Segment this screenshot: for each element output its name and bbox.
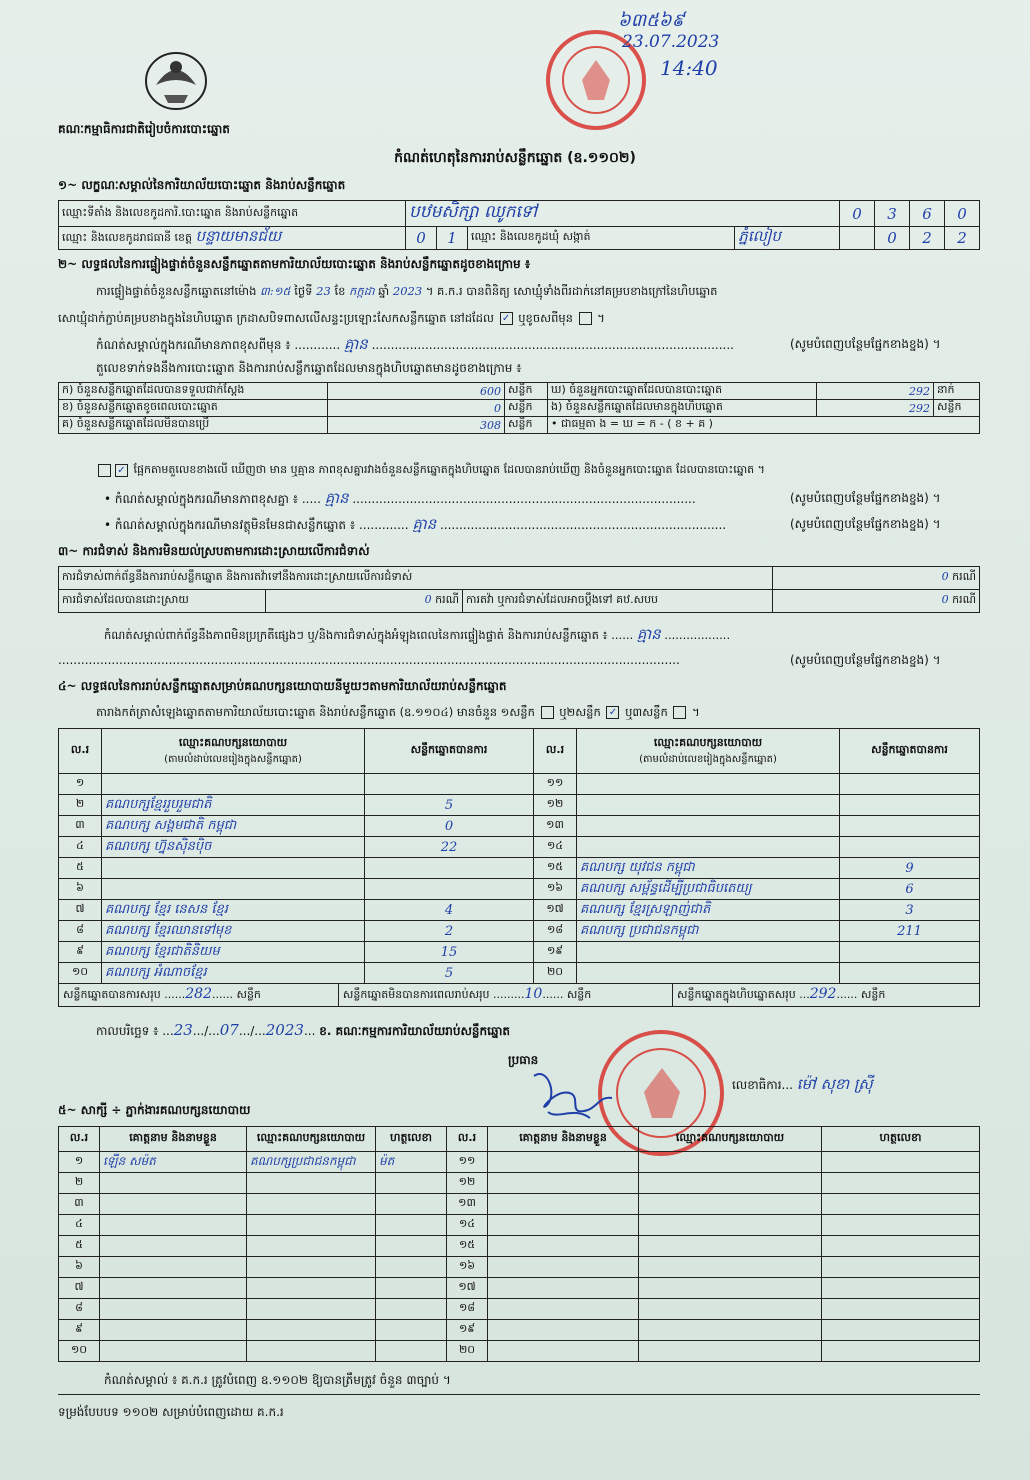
witness-name	[100, 1257, 247, 1278]
witness-name	[100, 1299, 247, 1320]
objections-value: 0	[941, 570, 949, 583]
unused-label: គ) ចំនួនសន្លឹកឆ្នោតដែលមិនបានប្រើ	[59, 417, 328, 434]
party-name: គណបក្ស អំណាចខ្មែរ	[102, 963, 365, 984]
chair-signature	[528, 1066, 618, 1122]
appeal-label: ការតវ៉ា ឬការជំទាស់ដែលអាចប្ដឹងទៅ គឋ.សបប	[463, 590, 773, 613]
figures-intro: តួលេខទាក់ទងនឹងការបោះឆ្នោត និងការរាប់សន្លឹកឆ្នោតដែលមានក្នុងហិបឆ្នោតមានដូចខាងក្រោម ៖	[96, 361, 522, 375]
code-digit: 6	[910, 201, 945, 227]
table-row	[59, 1278, 980, 1299]
row-number: ១	[59, 774, 102, 795]
party-name	[577, 837, 840, 858]
party-votes: 6	[840, 879, 980, 900]
row-number: ១៤	[447, 1215, 488, 1236]
commune-value: ភ្នំលៀប	[735, 227, 840, 250]
secretary-name: ម៉ៅ សុខា ស្រ៊ី	[796, 1075, 873, 1093]
objections-table: ការជំទាស់ពាក់ព័ន្ធនឹងការរាប់សន្លឹកឆ្នោត និងការតវ៉ាទៅនឹងការដោះស្រាយលើការជំទាស់ 0 ករណី ការជំទាស់ដែលបានដោះស្រាយ 0 ករណី ការតវ៉ា ឬការជំទាស់ដែលអាចប្ដឹងទៅ គឋ.សបប 0 ករណី	[58, 566, 980, 613]
formula: • ជាធម្មតា ង = ឃ = ក - ( ខ + គ )	[548, 417, 980, 434]
witness-name	[488, 1194, 639, 1215]
witness-party	[247, 1257, 376, 1278]
section4-heading: ៤~ លទ្ធផលនៃការរាប់សន្លឹកឆ្នោតសម្រាប់គណបក្សនយោបាយនីមួយៗតាមការិយាល័យរាប់សន្លឹកឆ្នោត	[58, 679, 507, 693]
row-number: ២០	[447, 1341, 488, 1362]
witness-name	[488, 1236, 639, 1257]
party-name: គណបក្សខ្មែររួបរួមជាតិ	[102, 795, 365, 816]
total-invalid-cell: សន្លឹកឆ្នោតមិនបានការពេលរាប់សរុប .........10...... សន្លឹក	[339, 984, 673, 1006]
party-name: គណបក្ស សង្គមជាតិ កម្ពុជា	[102, 816, 365, 837]
witness-name	[488, 1215, 639, 1236]
ballots-box-value: 292	[817, 400, 934, 417]
witness-name	[100, 1278, 247, 1299]
party-votes	[840, 963, 980, 984]
table-row	[59, 795, 980, 816]
emblem-logo	[138, 45, 214, 113]
witness-signature: ម៉ត	[376, 1152, 447, 1173]
none-checkbox[interactable]: ✓	[115, 464, 128, 477]
party-name: គណបក្ស ហ្វ៊ុនស៊ិនប៉ិច	[102, 837, 365, 858]
witness-signature	[376, 1215, 447, 1236]
row-number: ៨	[59, 921, 102, 942]
witness-signature	[376, 1236, 447, 1257]
party-name: គណបក្ស សម្ព័ន្ធដើម្បីប្រជាធិបតេយ្យ	[577, 879, 840, 900]
row-number: ១៣	[447, 1194, 488, 1215]
table-row	[59, 1257, 980, 1278]
table-row	[59, 921, 980, 942]
witness-party	[247, 1194, 376, 1215]
table-row	[59, 1215, 980, 1236]
row-number: ១៧	[534, 900, 577, 921]
footnote: កំណត់សម្គាល់ ៖ គ.ក.រ ត្រូវបំពេញ ឧ.១១០២ ឱ្យបានត្រឹមត្រូវ ចំនួន ៣ច្បាប់ ។	[104, 1373, 451, 1387]
code-digit: 2	[945, 227, 980, 250]
fill-hint: (សូមបំពេញបន្ថែមផ្នែកខាងខ្នង) ។	[790, 491, 941, 505]
check-line: ✓ ផ្អែកតាមតួលេខខាងលើ ឃើញថា មាន ឬគ្មាន ភាពខុសគ្នារវាងចំនួនសន្លឹកឆ្នោតក្នុងហិបឆ្នោត ដែលបានរាប់ឃើញ និងចំនួនអ្នកបោះឆ្នោត ដែលបានបោះឆ្នោត ។	[96, 462, 765, 478]
witness-name	[488, 1341, 639, 1362]
voters-value: 292	[817, 383, 934, 400]
row-number: ១៩	[534, 942, 577, 963]
party-votes	[840, 837, 980, 858]
received-label: ក) ចំនួនសន្លឹកឆ្នោតដែលបានទទួលជាក់ស្ដែង	[59, 383, 328, 400]
witness-signature	[376, 1320, 447, 1341]
witness-signature	[822, 1341, 980, 1362]
table-row	[59, 774, 980, 795]
row-number: ១៥	[447, 1236, 488, 1257]
footer-divider	[58, 1394, 980, 1395]
total-invalid: 10	[524, 986, 543, 1002]
party-name	[577, 942, 840, 963]
secretary-line: លេខាធិការ... ម៉ៅ សុខា ស្រ៊ី	[732, 1075, 873, 1093]
party-votes: 5	[365, 963, 534, 984]
witness-party	[247, 1299, 376, 1320]
witness-signature	[376, 1194, 447, 1215]
row-number: ៤	[59, 837, 102, 858]
province-value: បន្ទាយមានជ័យ	[195, 227, 282, 245]
party-votes: 15	[365, 942, 534, 963]
witness-signature	[822, 1299, 980, 1320]
row-number: ១២	[447, 1173, 488, 1194]
witness-name	[488, 1257, 639, 1278]
has-checkbox[interactable]	[98, 464, 111, 477]
party-name	[577, 774, 840, 795]
verify-day: 23	[316, 284, 331, 298]
witness-party	[639, 1320, 822, 1341]
party-name	[577, 816, 840, 837]
date-line: កាលបរិច្ឆេទ ៖ ...23.../...07.../...2023... ខ. គណៈកម្មការការិយាល័យរាប់សន្លឹកឆ្នោត	[96, 1021, 511, 1039]
section2-heading: ២~ លទ្ធផលនៃការផ្ទៀងផ្ទាត់ចំនួនសន្លឹកឆ្នោតតាមការិយាល័យបោះឆ្នោត និងរាប់សន្លឹកឆ្នោតដូចខាងក្រោម ៖	[58, 257, 531, 271]
figures-table: ក) ចំនួនសន្លឹកឆ្នោតដែលបានទទួលជាក់ស្ដែង 600 សន្លឹក ឃ) ចំនួនអ្នកបោះឆ្នោតដែលបានបោះឆ្នោត 292 នាក់ ខ) ចំនួនសន្លឹកឆ្នោតខូចពេលបោះឆ្នោត 0 សន្លឹក ង) ចំនួនសន្លឹកឆ្នោតដែលមានក្នុងហិបឆ្នោត 292 សន្លឹក គ) ចំនួនសន្លឹកឆ្នោតដែលមិនបានប្រើ 308 សន្លឹក • ជាធម្មតា ង = ឃ = ក - ( ខ + គ )	[58, 382, 980, 434]
same-checkbox[interactable]: ✓	[500, 312, 513, 325]
row-number: ១៦	[447, 1257, 488, 1278]
table-row	[59, 1299, 980, 1320]
row-number: ២	[59, 795, 102, 816]
spoiled-value: 0	[328, 400, 505, 417]
witness-party	[639, 1341, 822, 1362]
witness-signature	[376, 1173, 447, 1194]
witness-signature	[376, 1299, 447, 1320]
table-row	[59, 816, 980, 837]
row-number: ៣	[59, 816, 102, 837]
party-votes: 0	[365, 816, 534, 837]
witness-party	[639, 1257, 822, 1278]
witness-party	[247, 1320, 376, 1341]
spoiled-label: ខ) ចំនួនសន្លឹកឆ្នោតខូចពេលបោះឆ្នោត	[59, 400, 328, 417]
voters-label: ឃ) ចំនួនអ្នកបោះឆ្នោតដែលបានបោះឆ្នោត	[548, 383, 817, 400]
section5-heading: ៥~ សាក្សី ÷ ភ្នាក់ងារគណបក្សនយោបាយ	[58, 1103, 251, 1117]
witness-party	[247, 1173, 376, 1194]
sheets-line: តារាងកត់ត្រាសំឡេងឆ្នោតតាមការិយាល័យបោះឆ្នោត និងរាប់សន្លឹកឆ្នោត (ឧ.១១០៤) មានចំនួន ១សន្លឹក ឬ២សន្លឹក ✓ ឬ៣សន្លឹក ។	[96, 705, 700, 719]
total-valid-cell: សន្លឹកឆ្នោតបានការសរុប ......282...... សន្លឹក	[59, 984, 339, 1006]
witness-party	[247, 1341, 376, 1362]
party-votes: 3	[840, 900, 980, 921]
party-votes	[365, 858, 534, 879]
party-name: គណបក្ស ខ្មែរជាតិនិយម	[102, 942, 365, 963]
witness-party	[247, 1278, 376, 1299]
party-votes	[840, 774, 980, 795]
code-digit: 3	[875, 201, 910, 227]
witness-party	[639, 1173, 822, 1194]
row-number: ៣	[59, 1194, 100, 1215]
table-row	[59, 1152, 980, 1173]
witness-signature	[822, 1152, 980, 1173]
commune-label: ឈ្មោះ និងលេខកូដឃុំ សង្កាត់	[468, 227, 735, 250]
witness-name	[488, 1299, 639, 1320]
form-note: ទម្រង់បែបបទ ១១០២ សម្រាប់បំពេញដោយ គ.ក.រ	[58, 1405, 284, 1419]
stamp-number: ៦៣៥៦៩	[618, 10, 685, 31]
witness-name	[488, 1152, 639, 1173]
section1-heading: ១~ លក្ខណៈសម្គាល់នៃការិយាល័យបោះឆ្នោត និងរាប់សន្លឹកឆ្នោត	[58, 178, 346, 192]
verify-time: ៣:១៥	[260, 284, 291, 298]
total-box: 292	[809, 986, 837, 1002]
code-digit: 1	[437, 227, 468, 250]
witness-signature	[376, 1341, 447, 1362]
witness-name	[100, 1215, 247, 1236]
party-name: គណបក្ស យុវជន កម្ពុជា	[577, 858, 840, 879]
total-box-cell: សន្លឹកឆ្នោតក្នុងហិបឆ្នោតសរុប ...292...... សន្លឹក	[677, 986, 886, 1002]
received-value: 600	[328, 383, 505, 400]
witness-name	[100, 1320, 247, 1341]
committee-name: គណៈកម្មាធិការជាតិរៀបចំការបោះឆ្នោត	[58, 122, 230, 136]
verify-month: កក្កដា	[349, 284, 375, 298]
stamp-time: 14:40	[660, 56, 718, 80]
party-votes	[840, 942, 980, 963]
witness-name	[100, 1194, 247, 1215]
row-number: ១៧	[447, 1278, 488, 1299]
witness-name	[488, 1278, 639, 1299]
row-number: ៨	[59, 1299, 100, 1320]
row-number: ៥	[59, 858, 102, 879]
party-name: គណបក្ស ខ្មែរ នេសន ខ្មែរ	[102, 900, 365, 921]
witness-party: គណបក្សប្រជាជនកម្ពុជា	[247, 1152, 376, 1173]
resolved-label: ការជំទាស់ដែលបានដោះស្រាយ	[59, 590, 266, 613]
appeal-value: 0	[941, 593, 949, 606]
location-label: ឈ្មោះទីតាំង និងលេខកូដការិ.បោះឆ្នោត និងរាប់សន្លឹកឆ្នោត	[59, 201, 406, 227]
table-row	[59, 858, 980, 879]
three-sheets-checkbox[interactable]	[673, 706, 686, 719]
witness-signature	[822, 1194, 980, 1215]
fill-hint: (សូមបំពេញបន្ថែមផ្នែកខាងខ្នង) ។	[790, 517, 941, 531]
party-votes: 211	[840, 921, 980, 942]
row-number: ១៥	[534, 858, 577, 879]
table-row	[59, 1194, 980, 1215]
row-number: ១២	[534, 795, 577, 816]
witness-name	[488, 1173, 639, 1194]
row-number: ២០	[534, 963, 577, 984]
table-row	[59, 879, 980, 900]
party-votes: 2	[365, 921, 534, 942]
witness-party	[639, 1236, 822, 1257]
party-name	[577, 795, 840, 816]
witness-name	[100, 1236, 247, 1257]
witness-name: ឡើន សម៉ត	[100, 1152, 247, 1173]
party-votes	[365, 774, 534, 795]
party-votes	[840, 816, 980, 837]
chair-label: ប្រធាន	[508, 1053, 539, 1067]
witness-party	[247, 1215, 376, 1236]
irregularity-dots: ...................................................................................................................................................................	[58, 653, 680, 667]
code-digit: 0	[875, 227, 910, 250]
table-row	[59, 900, 980, 921]
table-row	[59, 1236, 980, 1257]
damaged-checkbox[interactable]	[579, 312, 592, 325]
party-votes	[365, 879, 534, 900]
unused-value: 308	[328, 417, 505, 434]
table-row	[59, 1320, 980, 1341]
code-digit: 0	[406, 227, 437, 250]
party-votes: 5	[365, 795, 534, 816]
foreign-object-note: • កំណត់សម្គាល់ក្នុងករណីមានវត្ថុមិនមែនជាសន្លឹកឆ្នោត ៖ ............. គ្មាន ...........................................................................	[104, 515, 727, 533]
difference-note: • កំណត់សម្គាល់ក្នុងករណីមានភាពខុសគ្នា ៖ ..... គ្មាន ..........................................................................................	[104, 489, 696, 507]
location-value: បឋមសិក្សា ឈូកទៅ	[406, 201, 840, 227]
section3-heading: ៣~ ការជំទាស់ និងការមិនយល់ស្របតាមការដោះស្រាយលើការជំទាស់	[58, 544, 370, 558]
witness-party	[247, 1236, 376, 1257]
table-row	[59, 963, 980, 984]
fill-hint: (សូមបំពេញបន្ថែមផ្នែកខាងខ្នង) ។	[790, 337, 941, 351]
witness-name	[100, 1173, 247, 1194]
row-number: ១៨	[534, 921, 577, 942]
party-name	[102, 858, 365, 879]
resolved-value: 0	[424, 593, 432, 606]
witness-party	[639, 1215, 822, 1236]
row-number: ៩	[59, 1320, 100, 1341]
witness-party	[639, 1278, 822, 1299]
party-votes: 9	[840, 858, 980, 879]
row-number: ៥	[59, 1236, 100, 1257]
row-number: ១៣	[534, 816, 577, 837]
document-title: កំណត់ហេតុនៃការរាប់សន្លឹកឆ្នោត (ឧ.១១០២)	[394, 150, 636, 166]
table-row	[59, 837, 980, 858]
table-row	[59, 1173, 980, 1194]
verify-year: 2023	[392, 284, 423, 298]
objections-label: ការជំទាស់ពាក់ព័ន្ធនឹងការរាប់សន្លឹកឆ្នោត និងការតវ៉ាទៅនឹងការដោះស្រាយលើការជំទាស់	[59, 567, 773, 590]
row-number: ១៨	[447, 1299, 488, 1320]
location-table	[58, 200, 980, 250]
irregularity-note: កំណត់សម្គាល់ពាក់ព័ន្ធនឹងភាពមិនប្រក្រតីផ្សេងៗ ឬ/និងការជំទាស់ក្នុងអំឡុងពេលនៃការផ្ទៀងផ្ទាត់ និងការរាប់សន្លឹកឆ្នោត ៖ ...... គ្មាន ..................	[104, 625, 731, 643]
row-number: ៦	[59, 879, 102, 900]
fill-hint: (សូមបំពេញបន្ថែមផ្នែកខាងខ្នង) ។	[790, 653, 941, 667]
witness-signature	[822, 1320, 980, 1341]
party-votes	[840, 795, 980, 816]
note-line: កំណត់សម្គាល់ក្នុងករណីមានភាពខុសពីមុន ៖ ............ គ្មាន ...............................................................................................	[96, 335, 734, 353]
one-sheet-checkbox[interactable]	[541, 706, 554, 719]
row-number: ១០	[59, 1341, 100, 1362]
party-name: គណបក្ស ខ្មែរស្រឡាញ់ជាតិ	[577, 900, 840, 921]
witness-party	[639, 1194, 822, 1215]
row-number: ៩	[59, 942, 102, 963]
witness-signature	[822, 1215, 980, 1236]
ballots-box-label: ង) ចំនួនសន្លឹកឆ្នោតដែលមានក្នុងហិបឆ្នោត	[548, 400, 817, 417]
row-number: ៤	[59, 1215, 100, 1236]
party-name	[102, 879, 365, 900]
witness-table: ល.រ គោត្តនាម និងនាមខ្លួន ឈ្មោះគណបក្សនយោបាយ ហត្ថលេខា ល.រ គោត្តនាម និងនាមខ្លួន ឈ្មោះគណបក្សនយោបាយ ហត្ថលេខា ១ ឡើន សម៉ត គណបក្សប្រជាជនកម្ពុជា ម៉ត ១១ ២ ១២ ៣ ១៣ ៤ ១៤ ៥ ១៥ ៦ ១៦ ៧ ១៧ ៨ ១៨ ៩ ១៩ ១០ ២០	[58, 1126, 980, 1362]
code-digit: 2	[910, 227, 945, 250]
seal-line: សោឃ្មុំដាក់ភ្ជាប់គម្របខាងក្នុងនៃហិបឆ្នោត ក្រដាសបិទពាសលើសន្ទះប្រឡោះសែកសន្លឹកឆ្នោត នៅដដែល ✓ ឬខូចសពីមុន ។	[58, 311, 605, 325]
code-digit: 0	[840, 201, 875, 227]
row-number: ១	[59, 1152, 100, 1173]
witness-signature	[376, 1278, 447, 1299]
two-sheets-checkbox[interactable]: ✓	[606, 706, 619, 719]
total-valid: 282	[185, 986, 212, 1002]
row-number: ១០	[59, 963, 102, 984]
witness-signature	[822, 1257, 980, 1278]
party-votes: 4	[365, 900, 534, 921]
results-table: ល.រ ឈ្មោះគណបក្សនយោបាយ (តាមលំដាប់លេខរៀងក្នុងសន្លឹកឆ្នោត) សន្លឹកឆ្នោតបានការ ល.រ ឈ្មោះគណបក្សនយោបាយ (តាមលំដាប់លេខរៀងក្នុងសន្លឹកឆ្នោត) សន្លឹកឆ្នោតបានការ ១ ១១ ២ គណបក្សខ្មែររួបរួមជាតិ 5 ១២ ៣ គណបក្ស សង្គមជាតិ កម្ពុជា 0 ១៣ ៤ គណបក្ស ហ្វ៊ុនស៊ិនប៉ិច 22 ១៤ ៥ ១៥ គណបក្ស យុវជន កម្ពុជា 9 ៦ ១៦ គណបក្ស សម្ព័ន្ធដើម្បីប្រជាធិបតេយ្យ 6 ៧ គណបក្ស ខ្មែរ នេសន ខ្មែរ 4 ១៧ គណបក្ស ខ្មែរស្រឡាញ់ជាតិ 3 ៨ គណបក្ស ខ្មែរឈានទៅមុខ 2 ១៨ គណបក្ស ប្រជាជនកម្ពុជា 211 ៩ គណបក្ស ខ្មែរជាតិនិយម 15 ១៩ ១០ គណបក្ស អំណាចខ្មែរ 5 ២០ សន្លឹកឆ្នោតបានការសរុប ......282...... សន្លឹក សន្លឹកឆ្នោតមិនបានការពេលរាប់សរុប .........10...... សន្លឹក សន្លឹកឆ្នោតក្នុងហិបឆ្នោតសរុប ...292...... សន្លឹក	[58, 728, 980, 1007]
row-number: ១៩	[447, 1320, 488, 1341]
table-row	[59, 1341, 980, 1362]
party-votes: 22	[365, 837, 534, 858]
province-label: ឈ្មោះ និងលេខកូដរាជធានី ខេត្ត	[62, 231, 192, 244]
witness-party	[639, 1299, 822, 1320]
witness-name	[100, 1341, 247, 1362]
party-name: គណបក្ស ខ្មែរឈានទៅមុខ	[102, 921, 365, 942]
verification-line: ការផ្ទៀងផ្ទាត់ចំនួនសន្លឹកឆ្នោតនៅម៉ោង ៣:១៥ ថ្ងៃទី 23 ខែ កក្កដា ឆ្នាំ 2023 ។ គ.ក.រ បានពិនិត្យ សោឃ្មុំទាំងពីរដាក់នៅគម្របខាងក្រៅនៃហិបឆ្នោត	[96, 284, 718, 298]
row-number: ១១	[534, 774, 577, 795]
party-name: គណបក្ស ប្រជាជនកម្ពុជា	[577, 921, 840, 942]
row-number: ១១	[447, 1152, 488, 1173]
party-name	[577, 963, 840, 984]
row-number: ៦	[59, 1257, 100, 1278]
row-number: ១៦	[534, 879, 577, 900]
witness-signature	[822, 1173, 980, 1194]
witness-signature	[376, 1257, 447, 1278]
witness-signature	[822, 1278, 980, 1299]
stamp-date: 23.07.2023	[622, 32, 720, 52]
witness-party	[639, 1152, 822, 1173]
row-number: ៧	[59, 900, 102, 921]
code-digit: 0	[945, 201, 980, 227]
table-row	[59, 942, 980, 963]
witness-name	[488, 1320, 639, 1341]
witness-signature	[822, 1236, 980, 1257]
row-number: ៧	[59, 1278, 100, 1299]
party-name	[102, 774, 365, 795]
row-number: ១៤	[534, 837, 577, 858]
row-number: ២	[59, 1173, 100, 1194]
